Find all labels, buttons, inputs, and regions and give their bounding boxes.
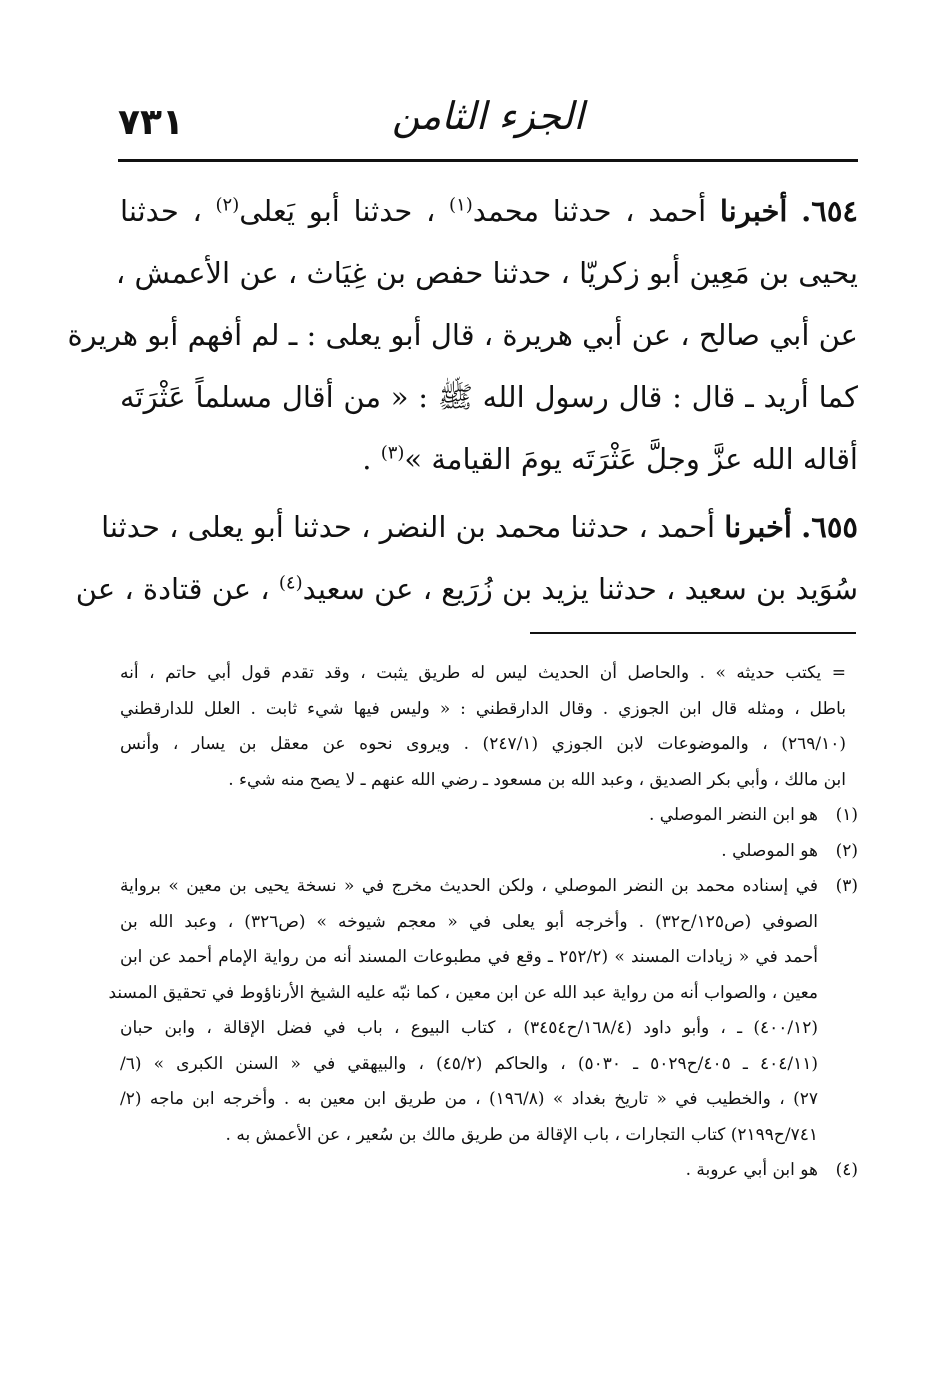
hadith-lead-word: أخبرنا [724, 510, 792, 544]
footnote-ref: (٣) [380, 442, 405, 464]
footnote-ref: (٢) [215, 194, 240, 216]
text-line: عن أبي صالح ، عن أبي هريرة ، قال أبو يعلى : ـ لم أفهم أبو هريرة [67, 318, 858, 352]
part-title: الجزء الثامن [391, 94, 585, 138]
text-line: ٦٥٤. أخبرنا أحمد ، حدثنا محمد$^{(١)}$ ، حدثنا أبو يَعلى$^{(٢)}$ ، حدثنا [120, 194, 859, 228]
footnote-line: باطل ، ومثله قال ابن الجوزي . وقال الدارقطني : « وليس فيها شيء ثابت . العلل للدارقطني [120, 698, 846, 719]
footnote-line: (٤٠٠/١٢) ـ ، وأبو داود (١٦٨/٤/ح٣٤٥٤) ، كتاب البيوع ، باب في فضل الإقالة ، وابن حبان [120, 1018, 818, 1038]
footnote-2 [120, 834, 858, 870]
footnote-line: (٢٦٩/١٠) ، والموضوعات لابن الجوزي (٢٤٧/١) . ويروى نحوه عن معقل بن يسار ، وأنس [120, 734, 846, 754]
header-rule [118, 159, 858, 162]
footnotes [108, 656, 858, 1189]
footnote-number: (٢) [835, 840, 858, 861]
footnote-4 [120, 1153, 858, 1189]
footnote-line: معين ، والصواب أنه من رواية عبد الله عن ابن معين ، كما نبّه عليه الشيخ الأرناؤوط في تحقيق المسند [108, 982, 818, 1003]
text-line: سُوَيد بن سعيد ، حدثنا يزيد بن زُرَيع ، عن سعيد$^{(٤)}$ ، عن قتادة ، عن [75, 572, 858, 606]
footnote-1 [120, 798, 858, 834]
footnote-line: هو ابن أبي عروبة . [685, 1160, 818, 1180]
footnote-line: (٤٠٤/١١ ـ ٤٠٥/ح٥٠٢٩ ـ ٥٠٣٠) ، والحاكم (٤٥/٢) ، والبيهقي في « السنن الكبرى » (٦/ [120, 1053, 818, 1074]
text-line: كما أريد ـ قال : قال رسول الله ﷺ : « من أقال مسلماً عَثْرَتَه [120, 380, 858, 414]
footnote-ref: (١) [449, 194, 473, 216]
text-line: ٦٥٥. أخبرنا أحمد ، حدثنا محمد بن النضر ، حدثنا أبو يعلى ، حدثنا [101, 510, 858, 544]
text-line: يحيى بن مَعِين أبو زكريّا ، حدثنا حفص بن غِيَاث ، عن الأعمش ، [115, 256, 858, 290]
footnote-line: أحمد في « زيادات المسند » (٢٥٢/٢ ـ وقع في مطبوعات المسند أنه من رواية الإمام أحمد عن ابن [120, 947, 818, 967]
footnote-number: (٤) [835, 1160, 858, 1180]
hadith-number: ٦٥٤. [801, 194, 859, 228]
hadith-number: ٦٥٥. [801, 510, 858, 544]
footnote-continuation [120, 656, 858, 798]
footnote-line: = يكتب حديثه » . والحاصل أن الحديث ليس له طريق يثبت ، وقد تقدم قول أبي حاتم ، أنه [120, 663, 846, 683]
footnote-line: هو ابن النضر الموصلي . [648, 805, 818, 825]
footnote-line: ابن مالك ، وأبي بكر الصديق ، وعبد الله بن مسعود ـ رضي الله عنهم ـ لا يصح منه شيء . [228, 769, 846, 790]
hadith-654 [67, 180, 859, 490]
text-line: أقاله الله عزَّ وجلَّ عَثْرَتَه يومَ القيامة »$^{(٣)}$ . [362, 442, 858, 476]
page-header [118, 92, 858, 162]
footnote-number: (٣) [835, 876, 858, 896]
footnote-ref: (٤) [278, 572, 303, 594]
footnote-3 [108, 869, 858, 1153]
footnote-line: الصوفي (ص١٢٥/ح٣٢) . وأخرجه أبو يعلى في « معجم شيوخه » (ص٣٢٦) ، وعبد الله بن [120, 911, 818, 932]
footnote-line: في إسناده محمد بن النضر الموصلي ، ولكن الحديث مخرج في « نسخة يحيى بن معين » برواية [120, 876, 818, 896]
footnote-number: (١) [835, 805, 858, 825]
footnote-line: ٧٤١/ح٢١٩٩) كتاب التجارات ، باب الإقالة من طريق مالك بن سُعير ، عن الأعمش به . [225, 1124, 818, 1145]
main-text [67, 180, 859, 626]
footnote-separator [530, 632, 856, 634]
hadith-655 [75, 496, 858, 620]
footnote-line: هو الموصلي . [721, 840, 818, 861]
hadith-lead-word: أخبرنا [719, 194, 788, 228]
page-number: ٧٣١ [118, 102, 184, 143]
footnote-line: ٢٧) ، والخطيب في « تاريخ بغداد » (١٩٦/٨) ، من طريق ابن معين به . وأخرجه ابن ماجه (٢/ [120, 1089, 818, 1109]
